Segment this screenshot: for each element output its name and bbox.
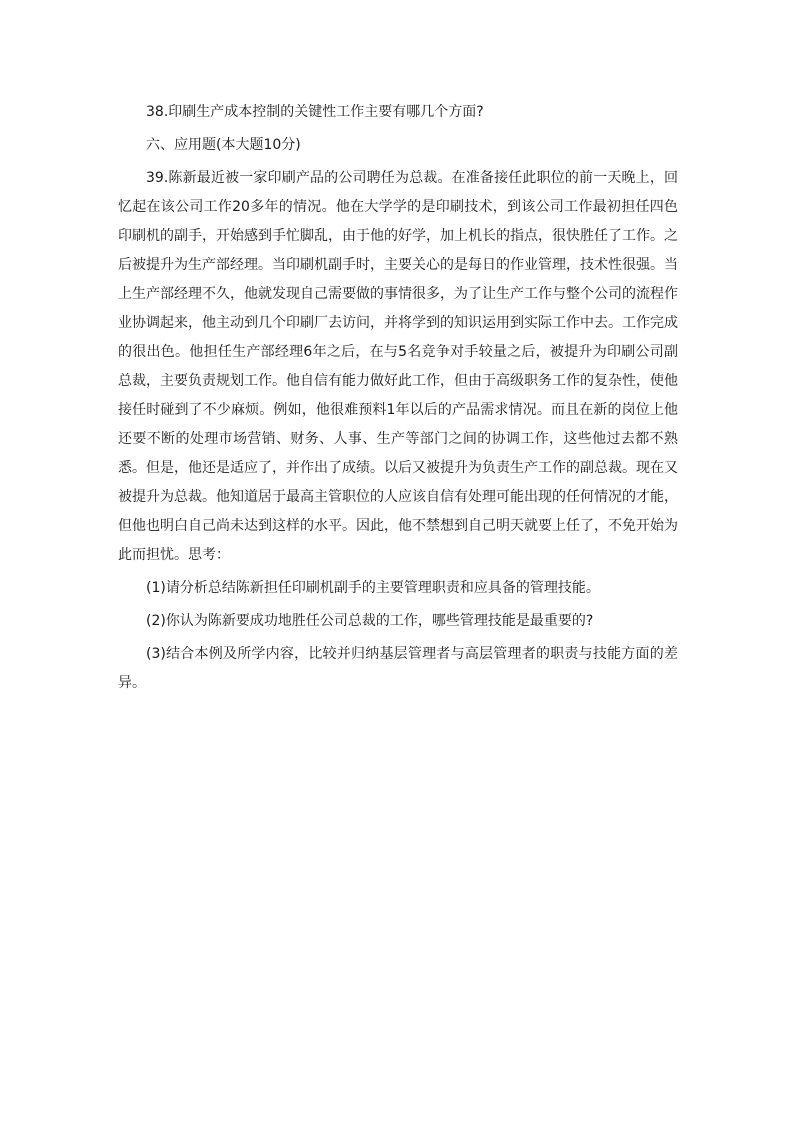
- sub-question-1: (1)请分析总结陈新担任印刷机副手的主要管理职责和应具备的管理技能。: [146, 580, 600, 596]
- question-38: 38.印刷生产成本控制的关键性工作主要有哪几个方面?: [146, 104, 484, 120]
- document-content: [118, 98, 678, 698]
- section-heading: 六、应用题(本大题10分): [146, 137, 301, 153]
- question-39-case: 39.陈新最近被一家印刷产品的公司聘任为总裁。在准备接任此职位的前一天晚上，回忆起在该公司工作20多年的情况。他在大学学的是印刷技术，到该公司工作最初担任四色印刷机的副手，开始感到手忙脚乱，由于他的好学，加上机长的指点，很快胜任了工作。之后被提升为生产部经理。当印刷机副手时，主要关心的是每日的作业管理，技术性很强。当上生产部经理不久，他就发现自己需要做的事情很多，为了让生产工作与整个公司的流程作业协调起来，他主动到几个印刷厂去访问，并将学到的知识运用到实际工作中去。工作完成的很出色。他担任生产部经理6年之后，在与5名竞争对手较量之后，被提升为印刷公司副总裁，主要负责规划工作。他自信有能力做好此工作，但由于高级职务工作的复杂性，使他接任时碰到了不少麻烦。例如，他很难预料1年以后的产品需求情况。而且在新的岗位上他还要不断的处理市场营销、财务、人事、生产等部门之间的协调工作，这些他过去都不熟悉。但是，他还是适应了，并作出了成绩。以后又被提升为负责生产工作的副总裁。现在又被提升为总裁。他知道居于最高主管职位的人应该自信有处理可能出现的任何情况的才能，但他也明白自己尚未达到这样的水平。因此，他不禁想到自己明天就要上任了，不免开始为此而担忧。思考：: [118, 170, 678, 563]
- sub-question-2: (2)你认为陈新要成功地胜任公司总裁的工作，哪些管理技能是最重要的?: [146, 613, 594, 629]
- sub-question-3: (3)结合本例及所学内容，比较并归纳基层管理者与高层管理者的职责与技能方面的差异。: [118, 646, 678, 691]
